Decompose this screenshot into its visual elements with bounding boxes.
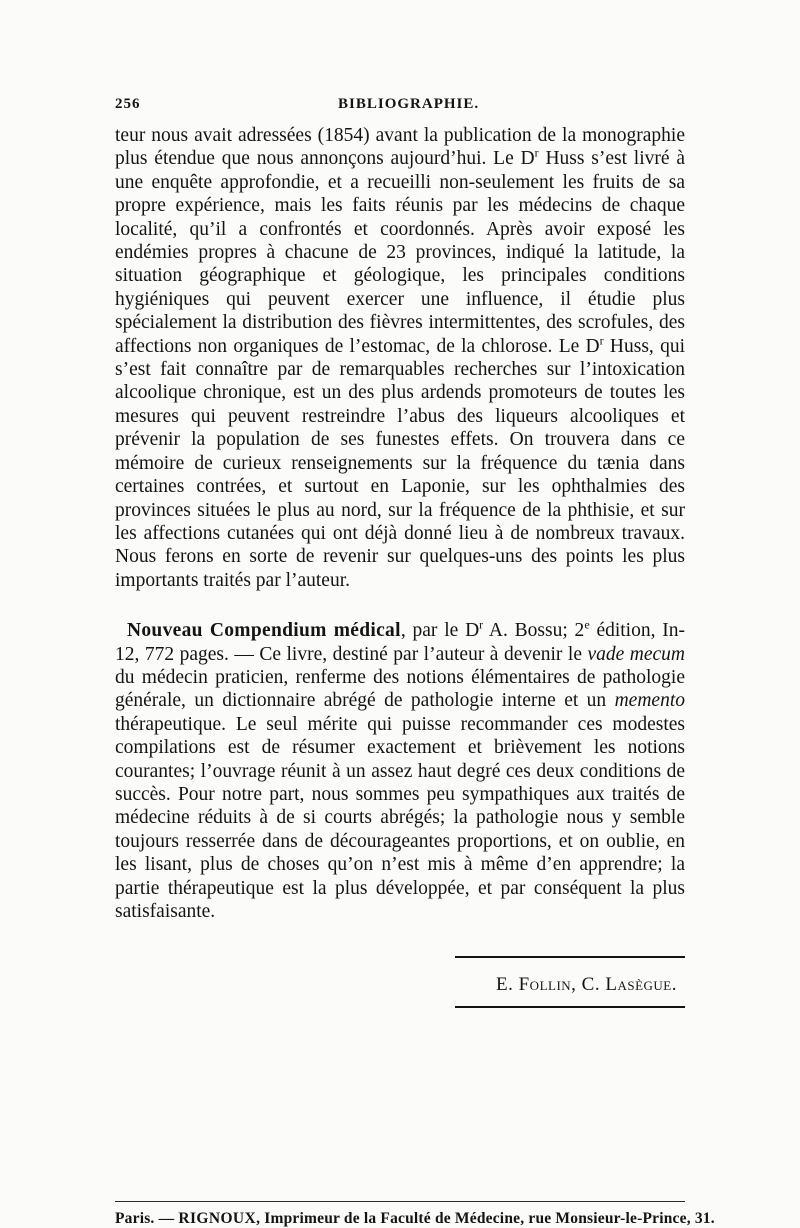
page-header — [115, 96, 685, 120]
text-run: édition, In-12, 772 pages. — Ce livre, destiné par l’auteur à devenir le — [115, 620, 686, 665]
imprint-dash: — — [154, 1210, 179, 1228]
superscript: r — [534, 145, 539, 160]
signature-rule-top — [455, 956, 685, 958]
text-run: thérapeutique. Le seul mérite qui puisse recommander ces modestes compilations est de résumer exactement et brièvement les notions courantes; l’ouvrage réunit à un assez haut degré ces deux conditions de succès. Pour notre part, nous sommes peu sympathiques aux traités de médecine réduits à de si courts abrégés; la pathologie nous y semble toujours resserrée dans de décourageantes proportions, et on oublie, en les lisant, plus de choses qu’on n’est mis à même d’en apprendre; la partie thérapeutique est la plus développée, et par conséquent la plus satisfaisante. — [115, 713, 685, 922]
page-number: 256 — [115, 96, 141, 112]
running-title: BIBLIOGRAPHIE. — [338, 96, 480, 112]
entry-title: Nouveau Compendium médical — [127, 620, 401, 642]
italic-term: vade mecum — [587, 643, 685, 665]
superscript: r — [599, 333, 604, 348]
author-lasegue: Lasègue — [605, 974, 672, 996]
signature-initial: E. — [496, 974, 519, 996]
signature — [115, 974, 685, 996]
printer-imprint — [115, 1210, 715, 1228]
text-run: du médecin praticien, renferme des notions élémentaires de pathologie générale, un dictionnaire abrégé de pathologie interne et un — [115, 666, 685, 712]
superscript: e — [584, 617, 590, 632]
signature-rule-bottom — [455, 1006, 685, 1008]
text-run: Huss, qui s’est fait connaître par de remarquables recherches sur l’intoxication alcoolique chronique, est un des plus ardends promoteurs de toutes les mesures qui peuvent restreindre l’abus des liqueurs alcooliques et prévenir la population de ses funestes effets. On trouvera dans ce mémoire de curieux renseignements sur la fréquence du tænia dans certaines contrées, et surtout en Laponie, sur les ophthalmies des provinces situées le plus au nord, sur la fréquence de la phthisie, et sur les affections cutanées qui ont déjà donné lieu à de nombreux travaux. Nous ferons en sorte de revenir sur quelques-uns des points les plus importants traités par l’auteur. — [115, 335, 685, 591]
superscript: r — [479, 617, 484, 632]
footer-rule — [115, 1201, 685, 1202]
text-run: teur nous avait adressées (1854) avant la publication de la monographie plus étendue que nous annonçons aujourd’hui. Le D — [115, 125, 685, 170]
paragraph-huss-review — [115, 124, 685, 592]
signature-end: . — [671, 974, 677, 996]
text-run: , par le D — [400, 620, 480, 642]
imprint-details: , Imprimeur de la Faculté de Médecine, rue Monsieur-le-Prince, 31. — [256, 1210, 715, 1228]
signature-separator: , C. — [571, 974, 606, 996]
imprint-printer: RIGNOUX — [178, 1210, 257, 1228]
paragraph-compendium-review — [115, 619, 685, 923]
book-page — [115, 96, 715, 1228]
imprint-city: Paris. — [115, 1210, 155, 1228]
text-run: A. Bossu; 2 — [483, 620, 585, 642]
italic-term: memento — [614, 690, 685, 712]
author-follin: Follin — [518, 974, 572, 996]
text-run: Huss s’est livré à une enquête approfondie, et a recueilli non-seulement les fruits de sa propre expérience, mais les faits réunis par les médecins de chaque localité, qu’il a confrontés et coordonnés. Après avoir exposé les endémies propres à chacune de 23 provinces, indiqué la latitude, la situation géographique et géologique, les principales conditions hygiéniques qui peuvent exercer une influence, il étudie plus spécialement la distribution des fièvres intermittentes, des scrofules, des affections non organiques de l’estomac, de la chlorose. Le D — [115, 148, 685, 357]
